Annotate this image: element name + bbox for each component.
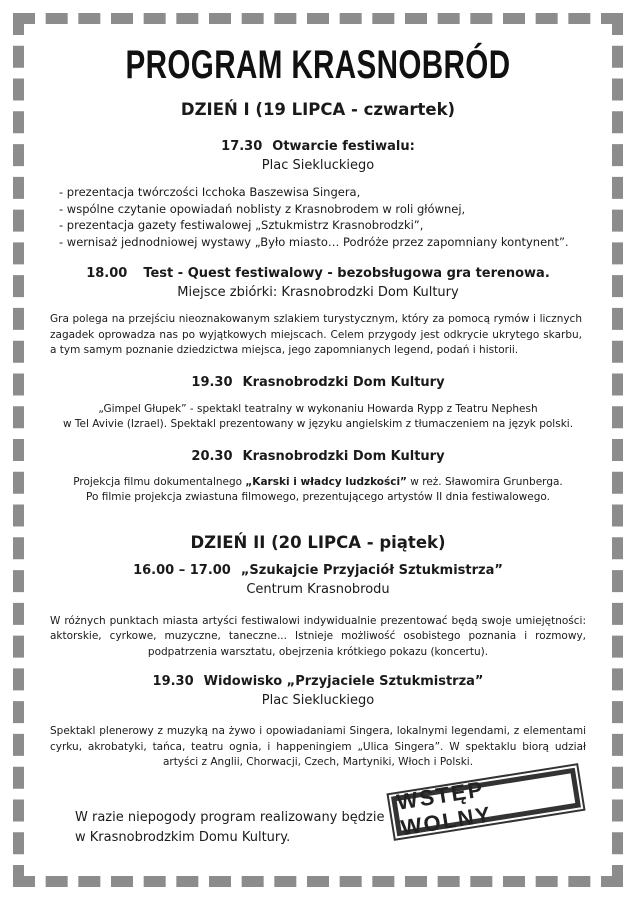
event-place: Centrum Krasnobrodu — [246, 581, 390, 597]
event-line — [50, 475, 586, 491]
list-item: - prezentacja gazety festiwalowej „Sztukmistrz Krasnobrodzki”, — [59, 218, 424, 232]
event-name: Krasnobrodzki Dom Kultury — [242, 374, 445, 390]
day1-heading: DZIEŃ I (19 LIPCA - czwartek) — [180, 100, 456, 119]
event-title — [50, 672, 586, 691]
page-title: PROGRAM KRASNOBRÓD — [125, 43, 511, 87]
film-intro-text: Projekcja filmu dokumentalnego — [73, 475, 246, 488]
event-name: „Szukajcie Przyjaciół Sztukmistrza” — [240, 562, 503, 578]
event-1800-quest — [50, 264, 586, 359]
film-director-text: w reż. Sławomira Grunberga. — [406, 475, 563, 488]
list-item: - wspólne czytanie opowiadań noblisty z Krasnobrodem w roli głównej, — [59, 201, 466, 216]
event-description: Spektakl plenerowy z muzyką na żywo i opowiadaniami Singera, lokalnymi legendami, z elementami cyrku, akrobatyki, tańca, teatru ognia, i happeningiem „Ulica Singera”. W spektaklu biorą udział artyści z Anglii, Chorwacji, Czech, Martyniki, Włoch i Polski. — [50, 725, 586, 768]
film-title: „Karski i władcy ludzkości” — [245, 475, 407, 488]
event-title — [50, 264, 586, 283]
event-name: Test - Quest festiwalowy - bezobsługowa gra terenowa. — [143, 266, 550, 281]
event-title — [50, 447, 586, 466]
event-place: Plac Siekluckiego — [261, 158, 375, 173]
event-name: Krasnobrodzki Dom Kultury — [242, 448, 445, 464]
event-time: 20.30 — [191, 448, 233, 464]
event-line: „Gimpel Głupek” - spektakl teatralny w wykonaniu Howarda Rypp z Teatru Nephesh — [98, 402, 538, 415]
event-1930-show — [50, 672, 586, 771]
event-name: Otwarcie festiwalu: — [272, 139, 415, 154]
event-items-list — [50, 184, 586, 250]
weather-note — [75, 808, 384, 848]
event-time: 18.00 — [86, 266, 128, 281]
event-title — [50, 561, 586, 580]
event-time: 16.00 – 17.00 — [133, 562, 231, 578]
event-time: 19.30 — [191, 374, 233, 390]
event-line: Po filmie projekcja zwiastuna filmowego, prezentującego artystów II dnia festiwalowego. — [86, 491, 550, 503]
event-name: Widowisko „Przyjaciele Sztukmistrza” — [203, 674, 484, 689]
event-description: W różnych punktach miasta artyści festiwalowi indywidualnie prezentować będą swoje umiejętności: aktorskie, cyrkowe, muzyczne, taneczne... Istnieje możliwość osobistego poznania i rozmowy, podpatrzenia warsztatu, obejrzenia krótkiego pokazu (koncertu). — [50, 614, 586, 658]
list-item: - prezentacja twórczości Icchoka Baszewisa Singera, — [59, 185, 361, 199]
weather-note-line: w Krasnobrodzkim Domu Kultury. — [75, 830, 291, 845]
program-page — [50, 38, 586, 771]
event-2030-film — [50, 447, 586, 506]
day2-heading: DZIEŃ II (20 LIPCA - piątek) — [190, 532, 446, 552]
event-place: Plac Siekluckiego — [261, 693, 375, 708]
event-line: w Tel Avivie (Izrael). Spektakl prezentowany w języku angielskim z tłumaczeniem na język polski. — [62, 418, 574, 430]
free-entry-stamp: WSTĘP WOLNY — [391, 768, 581, 837]
weather-note-line: W razie niepogody program realizowany będzie — [75, 810, 385, 825]
event-description: Gra polega na przejściu nieoznakowanym szlakiem turystycznym, który za pomocą rymów i licznych zagadek oprowadza nas po wyjątkowych miejscach. Celem przygody jest odkrycie ukrytego skarbu, a tym samym poznanie dziedzictwa miejsca, jego zapomnianych legend, podań i historii. — [50, 313, 582, 356]
event-title — [50, 373, 586, 392]
event-place: Miejsce zbiórki: Krasnobrodzki Dom Kultury — [177, 285, 459, 300]
event-title — [50, 137, 586, 156]
event-time: 17.30 — [221, 139, 263, 154]
list-item: - wernisaż jednodniowej wystawy „Było miasto… Podróże przez zapomniany kontynent”. — [59, 234, 569, 249]
event-1730-opening — [50, 137, 586, 250]
event-1600-friends — [50, 561, 586, 661]
event-1930-theatre — [50, 373, 586, 433]
event-time: 19.30 — [152, 674, 194, 689]
